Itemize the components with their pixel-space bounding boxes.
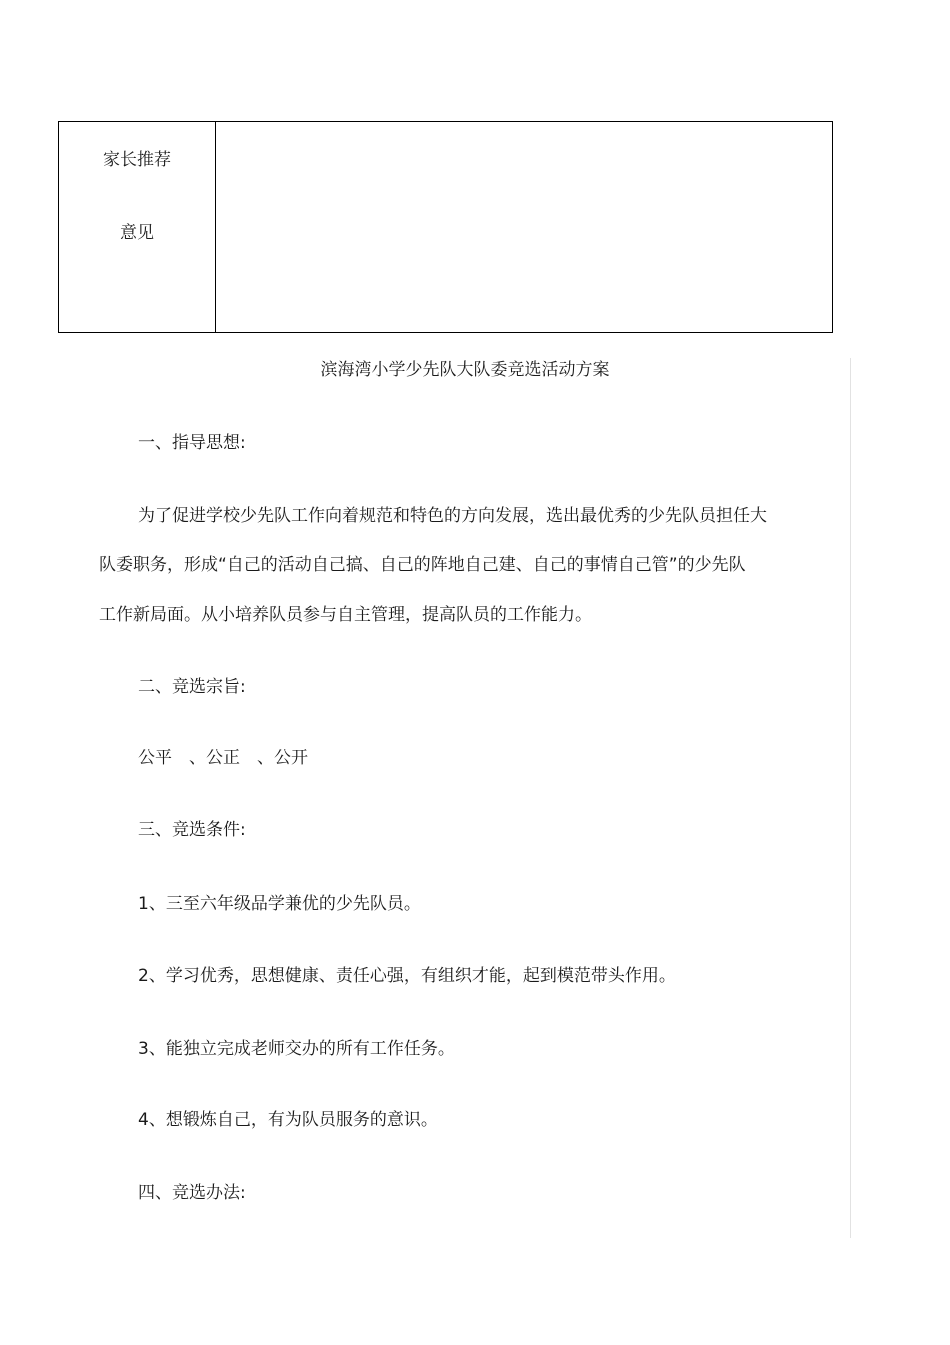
- election-principles: 公平 、公正 、公开: [138, 748, 308, 768]
- opinion-label: 意见: [120, 223, 154, 243]
- condition-item: 3、能独立完成老师交办的所有工作任务。: [138, 1039, 455, 1059]
- condition-item: 4、想锻炼自己，有为队员服务的意识。: [138, 1110, 438, 1130]
- section-heading-election-purpose: 二、竞选宗旨:: [138, 677, 246, 697]
- section-heading-election-method: 四、竞选办法:: [138, 1183, 246, 1203]
- parent-recommendation-table: [58, 121, 833, 333]
- paragraph-line: 为了促进学校少先队工作向着规范和特色的方向发展，选出最优秀的少先队员担任大: [138, 506, 767, 526]
- document-title: 滨海湾小学少先队大队委竞选活动方案: [320, 360, 610, 380]
- parent-opinion-cell: [216, 122, 832, 332]
- condition-item: 2、学习优秀，思想健康、责任心强，有组织才能，起到模范带头作用。: [138, 966, 676, 986]
- page-edge-rule: [850, 358, 851, 1238]
- condition-item: 1、三至六年级品学兼优的少先队员。: [138, 894, 421, 914]
- section-heading-guiding-thought: 一、指导思想:: [138, 433, 246, 453]
- parent-recommendation-label: 家长推荐: [103, 150, 171, 170]
- paragraph-line: 队委职务，形成“自己的活动自己搞、自己的阵地自己建、自己的事情自己管”的少先队: [99, 555, 746, 575]
- paragraph-line: 工作新局面。从小培养队员参与自主管理，提高队员的工作能力。: [99, 605, 592, 625]
- section-heading-election-conditions: 三、竞选条件:: [138, 820, 246, 840]
